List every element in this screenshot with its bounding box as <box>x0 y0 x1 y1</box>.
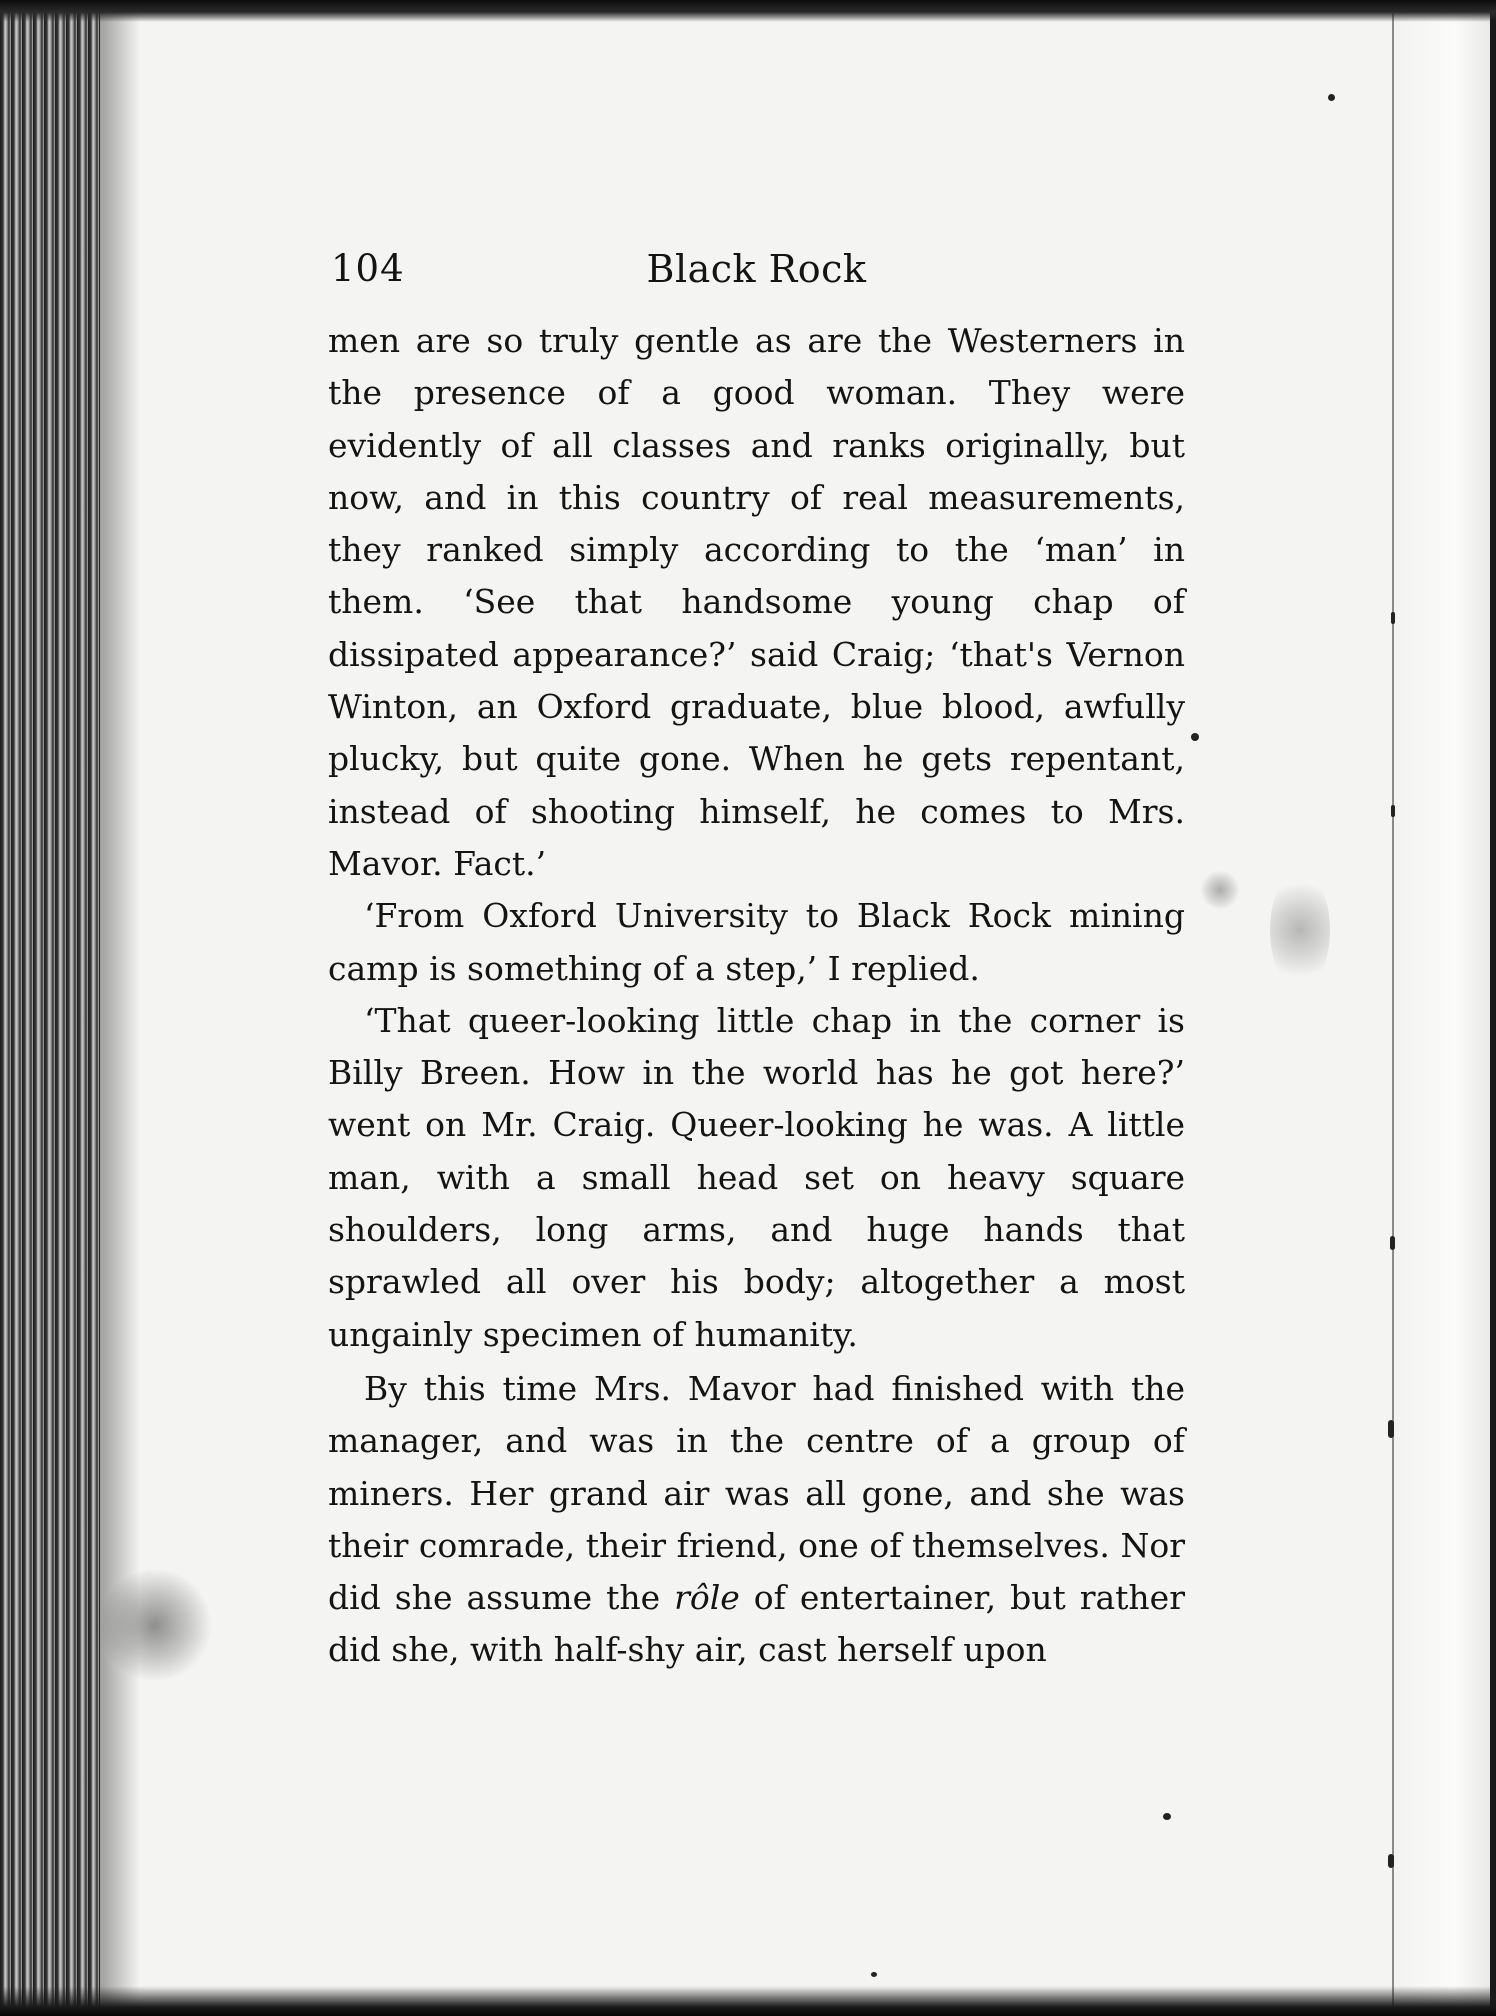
paragraph: ‘That queer-looking little chap in the corner is Billy Breen. How in the world has he got here?’ went on Mr. Craig. Queer-looking he was. A little man, with a small head set on heavy square shoulders, long arms, and huge hands that sprawled all over his body; altogether a most ungainly specimen of humanity. <box>328 1000 1185 1354</box>
scan-border-top <box>0 0 1496 22</box>
scan-border-right <box>1490 0 1496 2016</box>
paragraph-text: By this time Mrs. Mavor had finished with the manager, and was in the centre of a group of miners. Her grand air was all gone, and she was their comrade, their friend, one of themselves. Nor did she assume the <box>328 1368 1185 1618</box>
facing-page-edge <box>1392 0 1496 2016</box>
dust-speck <box>1391 612 1395 624</box>
ink-smudge <box>1200 870 1240 910</box>
page-number: 104 <box>331 247 405 290</box>
dust-speck <box>871 1972 877 1977</box>
scan-border-bottom <box>0 1986 1496 2016</box>
dust-speck <box>1163 1813 1171 1820</box>
running-head: Black Rock <box>646 247 867 291</box>
paragraph <box>328 1363 1185 1677</box>
page-header <box>328 235 1185 315</box>
dust-speck <box>1388 1420 1394 1438</box>
dust-speck <box>1390 1236 1395 1250</box>
dust-speck <box>1191 733 1199 741</box>
paragraph: ‘From Oxford University to Black Rock mining camp is something of a step,’ I replied. <box>328 896 1185 988</box>
dust-speck <box>1391 805 1395 817</box>
book-page <box>328 235 1185 1677</box>
paragraph-text: of entertainer, but rather did she, with half-shy air, cast herself upon <box>328 1578 1185 1670</box>
dust-speck <box>1328 94 1335 101</box>
paragraph: men are so truly gentle as are the Westerners in the presence of a good woman. They were evidently of all classes and ranks originally, but now, and in this country of real measurements, they ranked simply according to the ‘man’ in them. ‘See that handsome young chap of dissipated appearance?’ said Craig; ‘that's Vernon Winton, an Oxford graduate, blue blood, awfully plucky, but quite gone. When he gets repentant, instead of shooting himself, he comes to Mrs. Mavor. Fact.’ <box>328 321 1185 883</box>
dust-speck <box>1388 1854 1394 1868</box>
italic-word: rôle <box>674 1578 740 1618</box>
ink-smudge <box>95 1570 215 1680</box>
book-page-edges <box>0 0 100 2016</box>
ink-smudge <box>1270 870 1330 990</box>
body-text <box>328 315 1185 1677</box>
gutter-shadow <box>100 0 140 2016</box>
